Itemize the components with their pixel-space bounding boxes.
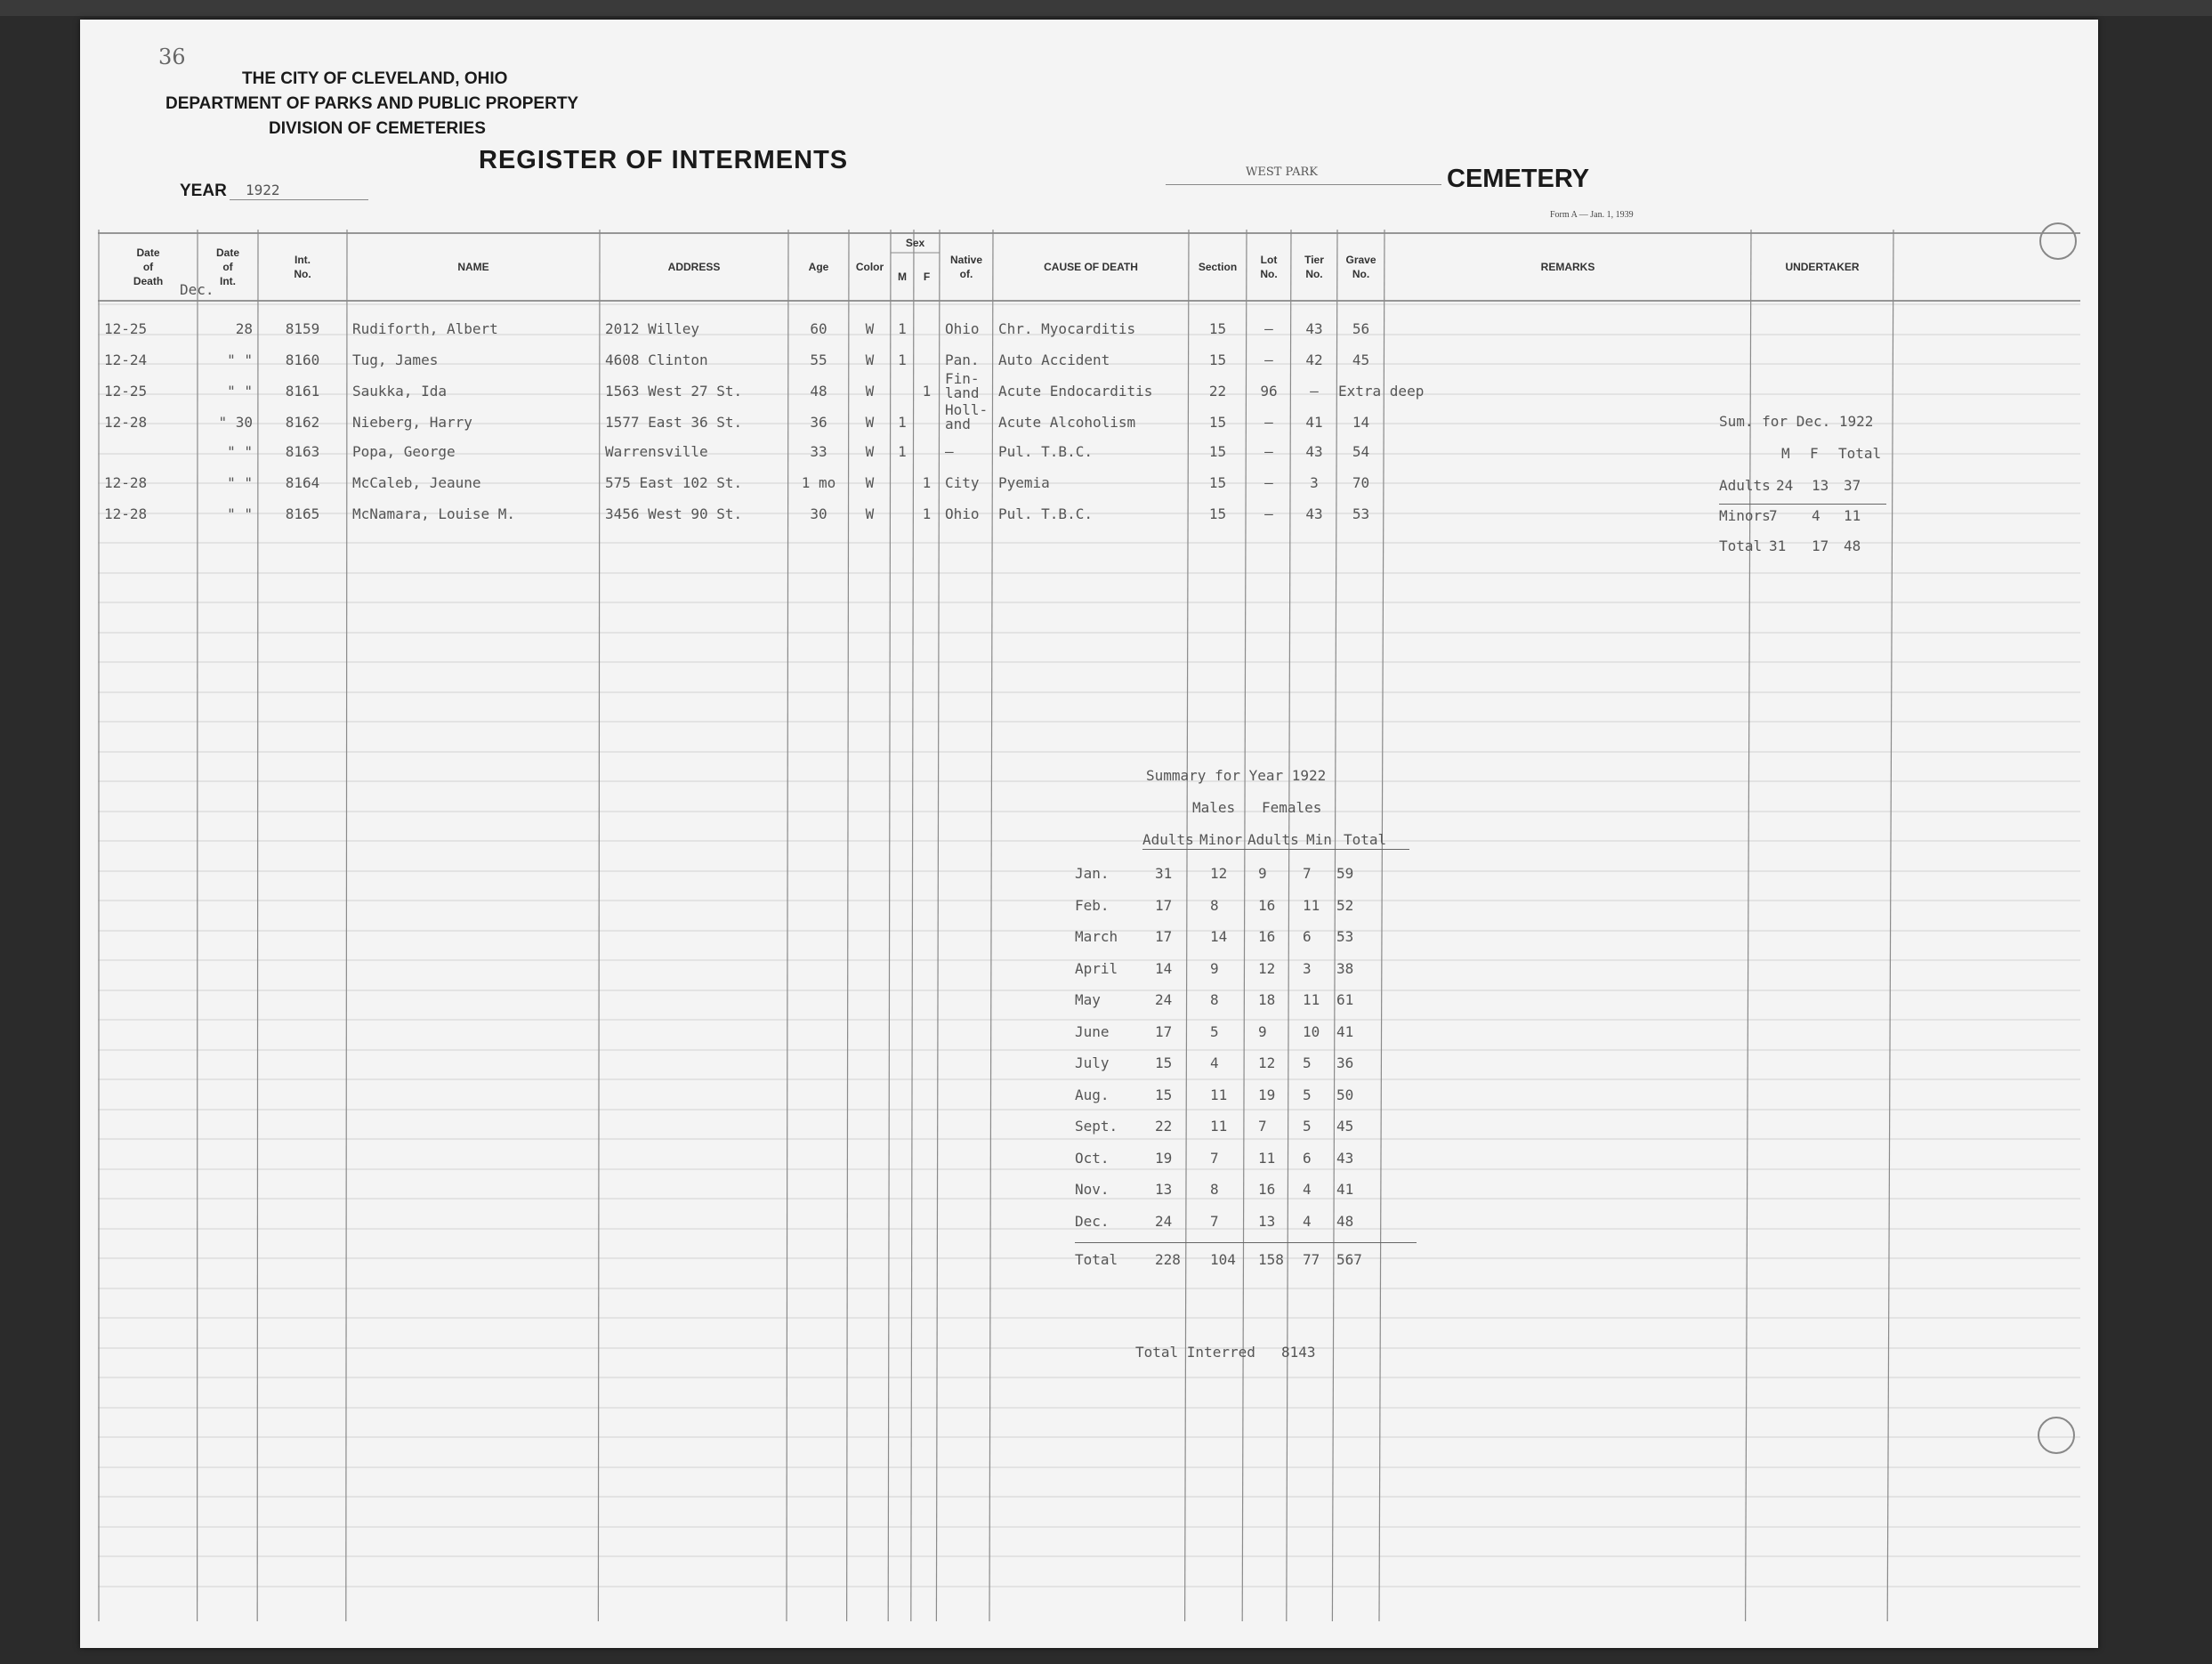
column-header-date-of-int: Date of Int. [215,246,239,287]
cell-remarks: Extra deep [1338,383,1425,400]
year-summary-fa: 9 [1258,1023,1267,1040]
year-summary-ma: 24 [1155,1213,1173,1230]
column-header-grave: Grave No. [1345,254,1376,280]
cell-age: 30 [810,505,827,522]
cell-no: 8160 [285,351,320,368]
year-value: 1922 [246,182,280,198]
cell-color: W [865,474,875,491]
cell-name: Popa, George [352,443,456,460]
column-header-lot: Lot No. [1260,254,1278,280]
year-summary-fa: 9 [1258,865,1267,882]
year-summary-subhead: Min [1306,831,1332,848]
cell-no: 8162 [285,414,320,431]
year-summary-month: Nov. [1075,1181,1110,1198]
year-summary-females: Females [1262,799,1322,816]
cell-grave: 14 [1352,414,1370,431]
column-header-sex: Sex [905,237,925,249]
year-summary-mm: 11 [1210,1118,1228,1135]
year-summary-total-rule [1075,1242,1417,1243]
cell-color: W [865,414,875,431]
year-summary-ma: 31 [1155,865,1173,882]
cell-no: 8159 [285,320,320,337]
header-division: DIVISION OF CEMETERIES [269,119,486,138]
year-summary-t: 50 [1336,1086,1354,1103]
cell-cause: Pul. T.B.C. [998,505,1093,522]
dec-summary-f: 4 [1812,507,1820,524]
cell-name: Nieberg, Harry [352,414,472,431]
cell-age: 60 [810,320,827,337]
year-summary-fa: 12 [1258,960,1276,977]
page-title: REGISTER OF INTERMENTS [479,146,849,174]
dec-summary-label: Total [1719,537,1763,554]
column-header-cause: CAUSE OF DEATH [1044,261,1138,273]
cell-address: 3456 West 90 St. [605,505,743,522]
cell-tier: 43 [1305,505,1323,522]
cell-int: " " [227,505,253,522]
year-summary-ma: 17 [1155,928,1173,945]
year-summary-total-t: 567 [1336,1251,1362,1268]
cell-color: W [865,443,875,460]
cell-death: 12-25 [104,320,148,337]
page-number: 36 [158,44,186,69]
dec-summary-title: Sum. for Dec. 1922 [1719,413,1874,430]
header-city: THE CITY OF CLEVELAND, OHIO [242,69,508,88]
rule-line [1746,230,1751,1621]
rule-line [936,230,940,1621]
year-summary-head-rule [1142,849,1409,850]
year-summary-t: 53 [1336,928,1354,945]
rule-line [346,230,347,1621]
header-department: DEPARTMENT OF PARKS AND PUBLIC PROPERTY [165,94,579,113]
cell-color: W [865,351,875,368]
dec-summary-m: 7 [1769,507,1778,524]
dec-summary-label: Minors [1719,507,1771,524]
year-summary-t: 36 [1336,1054,1354,1071]
cell-section: 22 [1208,383,1227,400]
cell-lot: – [1264,351,1273,368]
dec-summary-head: M [1781,445,1790,462]
year-summary-ma: 14 [1155,960,1173,977]
cell-age: 1 mo [801,474,836,491]
cell-lot: – [1264,474,1273,491]
year-summary-mm: 7 [1210,1150,1219,1167]
cell-age: 33 [810,443,827,460]
cell-address: 1577 East 36 St. [605,414,743,431]
year-summary-mm: 5 [1210,1023,1219,1040]
year-summary-month: Sept. [1075,1118,1118,1135]
column-header-sex-f: F [923,271,931,283]
year-summary-mm: 7 [1210,1213,1219,1230]
year-summary-mm: 9 [1210,960,1219,977]
column-header-date-of-death: Date of Death [133,246,164,287]
cell-color: W [865,505,875,522]
scanner-border [0,0,2212,16]
year-summary-month: July [1075,1054,1110,1071]
column-header-sex-m: M [898,271,907,283]
cell-native: City [945,474,980,491]
year-summary-ma: 15 [1155,1086,1173,1103]
cell-death: 12-24 [104,351,148,368]
cell-lot: – [1264,414,1273,431]
cell-native: Ohio [945,320,980,337]
column-header-color: Color [855,261,884,273]
cemetery-label: CEMETERY [1447,165,1590,193]
dec-summary-f: 17 [1812,537,1829,554]
year-summary-ma: 17 [1155,897,1173,914]
cell-native: Ohio [945,505,980,522]
dec-summary-underline [1719,504,1886,505]
cell-tier: 41 [1305,414,1323,431]
year-summary-ma: 19 [1155,1150,1173,1167]
year-summary-month: Dec. [1075,1213,1110,1230]
cell-section: 15 [1208,443,1227,460]
year-summary-ma: 24 [1155,991,1173,1008]
cell-section: 15 [1208,505,1227,522]
year-summary-t: 38 [1336,960,1354,977]
cell-tier: – [1310,383,1319,400]
binder-ring-top [2039,222,2077,260]
cell-cause: Acute Alcoholism [998,414,1136,431]
year-summary-ma: 15 [1155,1054,1173,1071]
year-summary-mm: 8 [1210,991,1219,1008]
dec-summary-total: 37 [1844,477,1861,494]
cell-f: 1 [922,474,932,491]
cell-int: " " [227,474,253,491]
cell-tier: 3 [1310,474,1319,491]
year-summary-month: April [1075,960,1118,977]
cell-grave: 45 [1352,351,1370,368]
rule-line [888,230,891,1621]
rule-line [989,230,993,1621]
dec-summary-total: 48 [1844,537,1861,554]
dec-summary-m: 31 [1769,537,1787,554]
cell-name: Saukka, Ida [352,383,447,400]
rule-line [1287,230,1291,1621]
column-header-age: Age [808,261,829,273]
year-summary-t: 59 [1336,865,1354,882]
cell-int: " " [227,443,253,460]
cell-age: 55 [810,351,827,368]
cell-lot: – [1264,320,1273,337]
cell-color: W [865,383,875,400]
year-summary-fm: 5 [1303,1054,1312,1071]
cell-tier: 42 [1305,351,1323,368]
cell-int: " " [227,351,253,368]
year-summary-ma: 13 [1155,1181,1173,1198]
year-summary-fa: 16 [1258,1181,1276,1198]
cell-address: Warrensville [605,443,708,460]
year-summary-t: 52 [1336,897,1354,914]
cell-address: 2012 Willey [605,320,699,337]
cell-no: 8161 [285,383,320,400]
column-header-section: Section [1198,261,1238,273]
cell-age: 36 [810,414,827,431]
year-summary-total-fm: 77 [1303,1251,1320,1268]
cell-death: 12-28 [104,474,148,491]
year-summary-t: 61 [1336,991,1354,1008]
cell-int: " 30 [218,414,253,431]
cell-int: " " [227,383,253,400]
year-summary-mm: 11 [1210,1086,1228,1103]
year-summary-mm: 4 [1210,1054,1219,1071]
year-summary-fm: 6 [1303,928,1312,945]
year-summary-fm: 7 [1303,865,1312,882]
cell-lot: – [1264,443,1273,460]
year-summary-total-ma: 228 [1155,1251,1181,1268]
year-summary-total-month: Total [1075,1251,1118,1268]
cemetery-underline [1166,184,1441,185]
year-summary-subhead: Adults [1247,831,1299,848]
column-header-native: Native of. [949,254,983,280]
form-note: Form A — Jan. 1, 1939 [1550,210,1634,220]
year-summary-fm: 5 [1303,1118,1312,1135]
cell-tier: 43 [1305,443,1323,460]
year-summary-t: 41 [1336,1181,1354,1198]
rule-line [911,230,914,1621]
cell-name: McCaleb, Jeaune [352,474,481,491]
year-summary-subhead: Minor [1199,831,1243,848]
column-header-int-no: Int. No. [294,254,311,280]
column-header-address: ADDRESS [667,261,721,273]
cell-death: 12-28 [104,505,148,522]
column-header-name: NAME [457,261,489,273]
cell-cause: Acute Endocarditis [998,383,1153,400]
cell-grave: 70 [1352,474,1370,491]
cell-int: 28 [235,320,253,337]
year-underline [230,199,368,200]
year-summary-mm: 12 [1210,865,1228,882]
rule-line [1242,230,1247,1621]
cell-name: Rudiforth, Albert [352,320,498,337]
cell-name: McNamara, Louise M. [352,505,516,522]
cell-cause: Pyemia [998,474,1050,491]
month-heading: Dec. [180,281,214,298]
dec-summary-total: 11 [1844,507,1861,524]
cell-address: 4608 Clinton [605,351,708,368]
cell-m: 1 [898,320,907,337]
cell-section: 15 [1208,414,1227,431]
cell-grave: 53 [1352,505,1370,522]
year-summary-month: May [1075,991,1101,1008]
year-summary-t: 45 [1336,1118,1354,1135]
dec-summary-f: 13 [1812,477,1829,494]
cell-m: 1 [898,351,907,368]
year-summary-fa: 11 [1258,1150,1276,1167]
cell-address: 575 East 102 St. [605,474,743,491]
cell-grave: 56 [1352,320,1370,337]
year-summary-fm: 4 [1303,1213,1312,1230]
year-summary-total-fa: 158 [1258,1251,1284,1268]
year-summary-fa: 16 [1258,897,1276,914]
cell-grave: 54 [1352,443,1370,460]
year-summary-fa: 16 [1258,928,1276,945]
year-summary-fm: 5 [1303,1086,1312,1103]
rule-line [847,230,849,1621]
year-summary-fm: 3 [1303,960,1312,977]
dec-summary-head: Total [1838,445,1882,462]
year-summary-mm: 8 [1210,897,1219,914]
year-summary-month: June [1075,1023,1110,1040]
cell-native: Pan. [945,351,980,368]
rule-line [1379,230,1385,1621]
year-summary-month: Aug. [1075,1086,1110,1103]
cell-m: 1 [898,443,907,460]
year-summary-fa: 19 [1258,1086,1276,1103]
year-summary-t: 48 [1336,1213,1354,1230]
cell-color: W [865,320,875,337]
cell-native: Holl- and [945,401,989,432]
year-summary-fm: 6 [1303,1150,1312,1167]
dec-summary-label: Adults [1719,477,1771,494]
total-interred-value: 8143 [1281,1344,1316,1361]
year-summary-t: 43 [1336,1150,1354,1167]
cell-no: 8163 [285,443,320,460]
year-summary-title: Summary for Year 1922 [1146,767,1327,784]
cell-native: Fin- land [945,370,980,401]
year-summary-ma: 17 [1155,1023,1173,1040]
cell-cause: Auto Accident [998,351,1110,368]
cemetery-name: WEST PARK [1246,166,1319,179]
year-summary-t: 41 [1336,1023,1354,1040]
year-summary-month: March [1075,928,1118,945]
rule-line [257,230,258,1621]
column-header-tier: Tier No. [1304,254,1324,280]
cell-f: 1 [922,383,932,400]
rule-line [1887,230,1893,1621]
cell-tier: 43 [1305,320,1323,337]
cell-death: 12-28 [104,414,148,431]
total-interred-label: Total Interred [1135,1344,1255,1361]
year-summary-fa: 7 [1258,1118,1267,1135]
cell-age: 48 [810,383,827,400]
year-summary-month: Jan. [1075,865,1110,882]
cell-cause: Chr. Myocarditis [998,320,1136,337]
year-summary-fm: 4 [1303,1181,1312,1198]
cell-section: 15 [1208,351,1227,368]
binder-ring-bottom [2038,1417,2075,1454]
cell-death: 12-25 [104,383,148,400]
dec-summary-head: F [1810,445,1819,462]
cell-name: Tug, James [352,351,439,368]
cell-section: 15 [1208,474,1227,491]
year-summary-fm: 11 [1303,991,1320,1008]
column-header-undertaker: UNDERTAKER [1785,261,1860,273]
year-summary-males: Males [1192,799,1236,816]
rule-line [1332,230,1337,1621]
rule-line [787,230,788,1621]
year-summary-mm: 14 [1210,928,1228,945]
cell-section: 15 [1208,320,1227,337]
year-summary-ma: 22 [1155,1118,1173,1135]
cell-no: 8165 [285,505,320,522]
cell-no: 8164 [285,474,320,491]
column-header-remarks: REMARKS [1540,261,1595,273]
cell-native: – [945,443,954,460]
cell-cause: Pul. T.B.C. [998,443,1093,460]
rule-line [598,230,600,1621]
year-summary-subhead: Adults [1142,831,1194,848]
year-summary-month: Oct. [1075,1150,1110,1167]
register-page [80,20,2098,1648]
year-summary-fa: 18 [1258,991,1276,1008]
cell-f: 1 [922,505,932,522]
dec-summary-m: 24 [1776,477,1794,494]
year-label: YEAR [180,182,227,200]
year-summary-fa: 13 [1258,1213,1276,1230]
cell-address: 1563 West 27 St. [605,383,743,400]
year-summary-fm: 10 [1303,1023,1320,1040]
cell-m: 1 [898,414,907,431]
year-summary-fm: 11 [1303,897,1320,914]
year-summary-total-mm: 104 [1210,1251,1236,1268]
year-summary-fa: 12 [1258,1054,1276,1071]
year-summary-mm: 8 [1210,1181,1219,1198]
year-summary-subhead: Total [1344,831,1387,848]
cell-lot: – [1264,505,1273,522]
cell-lot: 96 [1260,383,1278,400]
rule-line [1185,230,1189,1621]
year-summary-month: Feb. [1075,897,1110,914]
